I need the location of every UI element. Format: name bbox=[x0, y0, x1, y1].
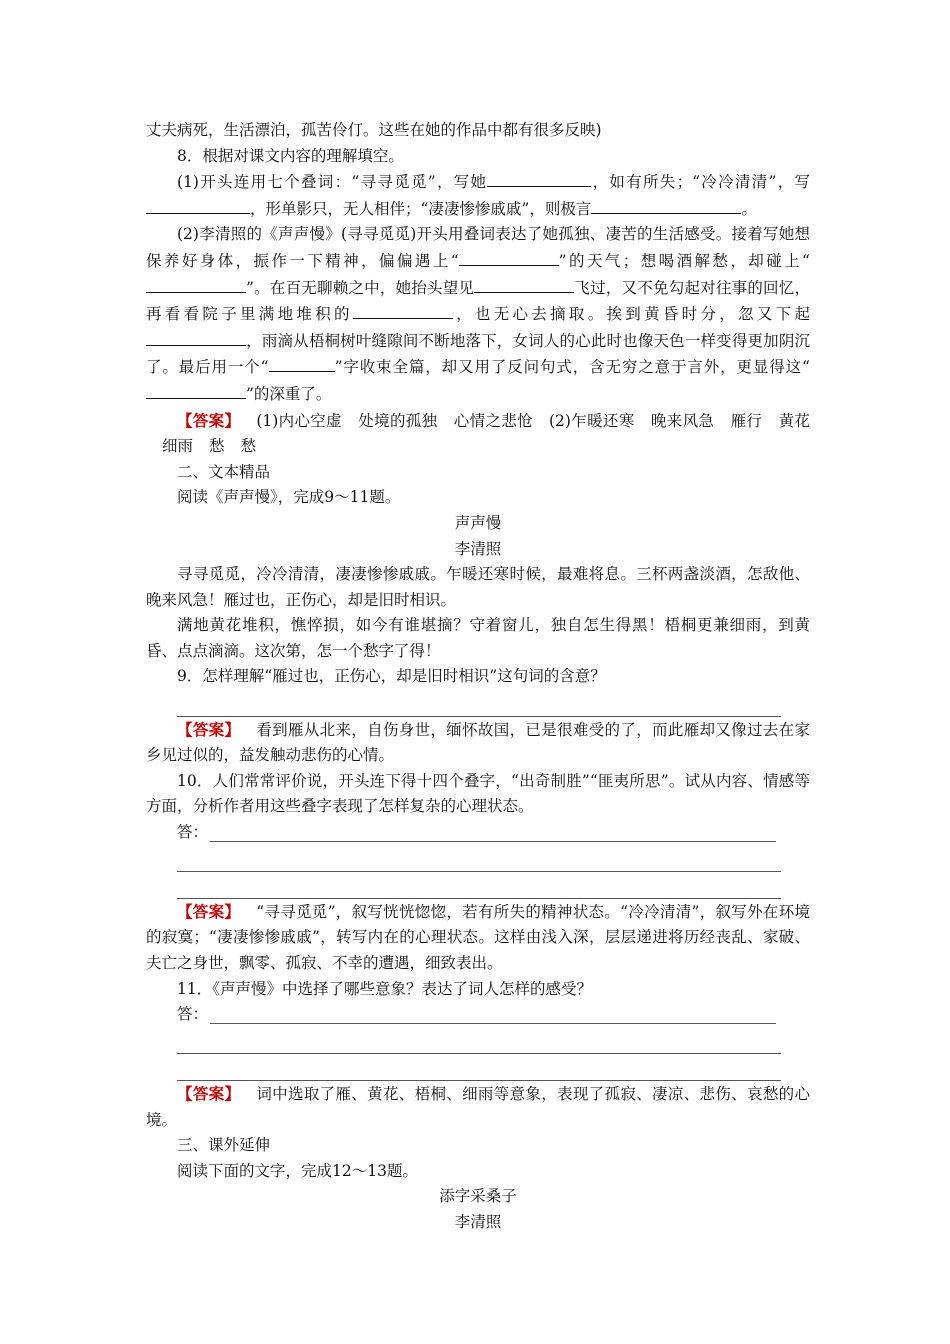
q9-answer: 【答案】 看到雁从北来，自伤身世，缅怀故国，已是很难受的了，而此雁却又像过去在家乡见过似的，益发触动悲伤的心情。 bbox=[146, 719, 810, 765]
answer-label: 【答案】 bbox=[177, 410, 241, 430]
fill-blank[interactable] bbox=[146, 328, 246, 346]
poem-author: 李清照 bbox=[454, 539, 502, 558]
section-instruction: 阅读下面的文字，完成12～13题。 bbox=[177, 1161, 418, 1180]
q10-question: 10．人们常常评价说，开头连下得十四个叠字，“出奇制胜”“匪夷所思”。试从内容、情感等方面，分析作者用这些叠字表现了怎样复杂的心理状态。 bbox=[146, 771, 810, 816]
answer-line[interactable] bbox=[177, 1054, 781, 1081]
answer-line[interactable] bbox=[177, 690, 781, 717]
poem-title: 添字采桑子 bbox=[439, 1187, 517, 1206]
answer-label: 【答案】 bbox=[177, 1083, 241, 1103]
fill-blank[interactable] bbox=[269, 354, 335, 372]
answer-line[interactable] bbox=[146, 1002, 810, 1028]
q9-question: 9．怎样理解“雁过也，正伤心，却是旧时相识”这句词的含意？ bbox=[177, 667, 606, 686]
answer-line[interactable] bbox=[177, 1028, 781, 1055]
answer-prompt: 答： bbox=[177, 823, 209, 842]
fill-blank[interactable] bbox=[591, 196, 741, 214]
fill-blank[interactable] bbox=[146, 196, 250, 214]
answer-label: 【答案】 bbox=[177, 719, 241, 739]
intro-tail: 丈夫病死，生活漂泊，孤苦伶仃。这些在她的作品中都有很多反映) bbox=[146, 121, 602, 139]
worksheet-page bbox=[146, 118, 810, 1236]
poem-stanza-1: 寻寻觅觅，冷冷清清，凄凄惨惨戚戚。乍暖还寒时候，最难将息。三杯两盏淡酒，怎敌他、晚来风急！雁过也，正伤心，却是旧时相识。 bbox=[146, 565, 810, 609]
poem-title: 声声慢 bbox=[454, 513, 502, 532]
fill-blank[interactable] bbox=[353, 301, 453, 319]
q11-question: 11．《声声慢》中选择了哪些意象？表达了词人怎样的感受？ bbox=[177, 979, 592, 998]
fill-blank[interactable] bbox=[146, 275, 246, 293]
section-heading: 三、课外延伸 bbox=[177, 1136, 271, 1155]
q10-answer: 【答案】 “寻寻觅觅”，叙写恍恍惚惚，若有所失的精神状态。“冷冷清清”，叙写外在环境的寂寞；“凄凄惨惨戚戚”，转写内在的心理状态。这样由浅入深，层层递进将历经丧乱、家破、夫亡之身世，飘零、孤寂、不幸的遭遇，细致表出。 bbox=[146, 901, 810, 972]
poem-stanza-2: 满地黄花堆积，憔悴损，如今有谁堪摘？守着窗儿，独自怎生得黑！梧桐更兼细雨，到黄昏、点点滴滴。这次第，怎一个愁字了得！ bbox=[146, 616, 810, 660]
q8-part1: (1)开头连用七个叠词：“寻寻觅觅”，写她 ，如有所失；“冷冷清清”，写，形单影只，无人相伴；“凄凄惨惨戚戚”，则极言 。 bbox=[146, 169, 810, 222]
answer-prompt: 答： bbox=[177, 1005, 209, 1024]
answer-line[interactable] bbox=[177, 872, 781, 899]
poem-author: 李清照 bbox=[454, 1212, 502, 1231]
fill-blank[interactable] bbox=[474, 275, 574, 293]
answer-line[interactable] bbox=[146, 820, 810, 846]
q8-answer: 【答案】 (1)内心空虚 处境的孤独 心情之悲怆 (2)乍暖还寒 晚来风急 雁行 黄花细雨 愁 愁 bbox=[162, 410, 810, 456]
section-instruction: 阅读《声声慢》，完成9～11题。 bbox=[177, 488, 401, 507]
answer-label: 【答案】 bbox=[177, 901, 241, 921]
fill-blank[interactable] bbox=[146, 381, 246, 399]
fill-blank[interactable] bbox=[459, 248, 559, 266]
q8-stem: 8．根据对课文内容的理解填空。 bbox=[177, 146, 404, 165]
answer-line[interactable] bbox=[177, 846, 781, 873]
fill-blank[interactable] bbox=[487, 169, 591, 187]
q8-part2: (2)李清照的《声声慢》(寻寻觅觅)开头用叠词表达了她孤独、凄苦的生活感受。接着写她想保养好身体，振作一下精神，偏偏遇上“ ”的天气；想喝酒解愁，却碰上“”。在百无聊赖之中，她抬头望见 飞过，又不免勾起对往事的回忆，再看看院子里满地堆积的 ，也无心去摘取。挨到黄昏时分，忽又下起，雨滴从梧桐树叶缝隙间不断地落下，女词人的心此时也像天色一样变得更加阴沉了。最后用一个“ ”字收束全篇，却又用了反问句式，含无穷之意于言外，更显得这“”的深重了。 bbox=[146, 225, 810, 403]
q11-answer: 【答案】 词中选取了雁、黄花、梧桐、细雨等意象，表现了孤寂、凄凉、悲伤、哀愁的心境。 bbox=[146, 1083, 810, 1129]
section-heading: 二、文本精品 bbox=[177, 462, 271, 481]
